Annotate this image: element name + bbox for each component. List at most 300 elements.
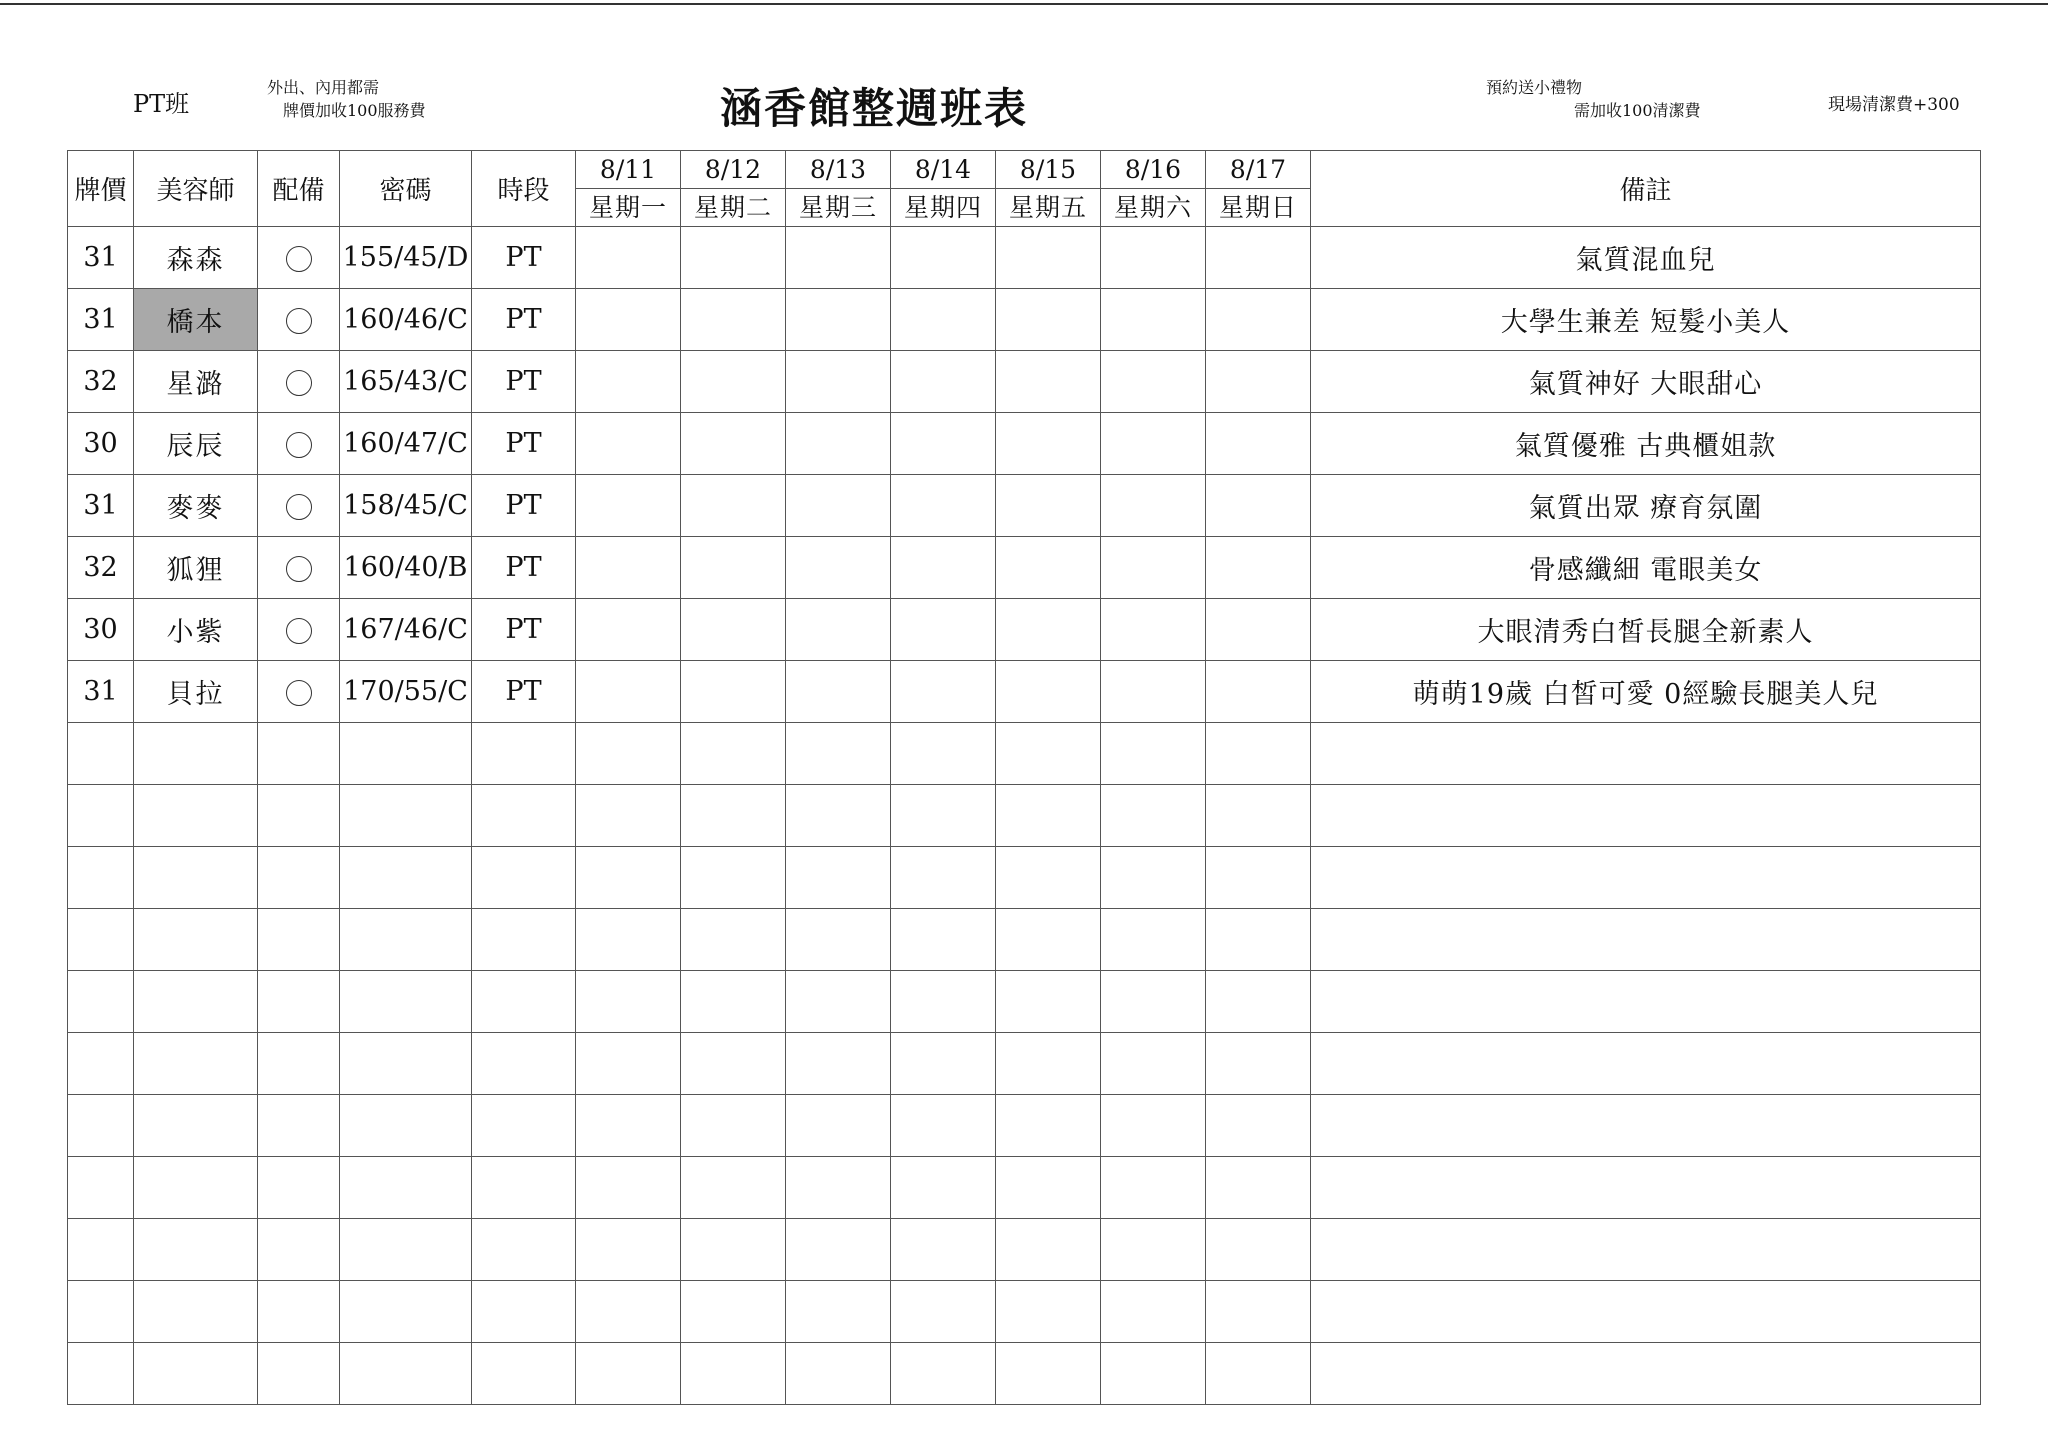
empty-cell bbox=[1101, 785, 1206, 847]
empty-cell bbox=[1311, 785, 1981, 847]
code-cell: 160/40/B bbox=[340, 537, 472, 599]
empty-cell bbox=[996, 1343, 1101, 1405]
price-cell: 31 bbox=[68, 289, 134, 351]
remark-cell: 大學生兼差 短髮小美人 bbox=[1311, 289, 1981, 351]
equip-cell bbox=[258, 475, 340, 537]
day-cell bbox=[576, 227, 681, 289]
empty-cell bbox=[1206, 847, 1311, 909]
slot-cell: PT bbox=[472, 413, 576, 475]
equip-cell bbox=[258, 351, 340, 413]
empty-cell bbox=[681, 1157, 786, 1219]
day-cell bbox=[681, 227, 786, 289]
code-cell: 155/45/D bbox=[340, 227, 472, 289]
empty-cell bbox=[891, 723, 996, 785]
schedule-table bbox=[67, 150, 1981, 1405]
empty-cell bbox=[472, 1219, 576, 1281]
empty-row bbox=[68, 785, 1981, 847]
empty-cell bbox=[134, 1157, 258, 1219]
day-cell bbox=[681, 475, 786, 537]
empty-cell bbox=[891, 847, 996, 909]
empty-cell bbox=[1206, 1219, 1311, 1281]
empty-cell bbox=[1206, 909, 1311, 971]
col-header-weekday: 星期二 bbox=[681, 189, 786, 227]
empty-cell bbox=[576, 1219, 681, 1281]
day-cell bbox=[576, 413, 681, 475]
day-cell bbox=[681, 537, 786, 599]
remark-cell: 大眼清秀白皙長腿全新素人 bbox=[1311, 599, 1981, 661]
slot-cell: PT bbox=[472, 537, 576, 599]
empty-row bbox=[68, 1219, 1981, 1281]
code-cell: 160/46/C bbox=[340, 289, 472, 351]
therapist-name-cell: 橋本 bbox=[134, 289, 258, 351]
code-cell: 167/46/C bbox=[340, 599, 472, 661]
empty-cell bbox=[340, 1343, 472, 1405]
empty-cell bbox=[891, 1343, 996, 1405]
empty-cell bbox=[68, 1281, 134, 1343]
empty-cell bbox=[1101, 723, 1206, 785]
day-cell bbox=[891, 227, 996, 289]
slot-cell: PT bbox=[472, 289, 576, 351]
day-cell bbox=[891, 475, 996, 537]
day-cell bbox=[1206, 475, 1311, 537]
empty-cell bbox=[681, 785, 786, 847]
empty-cell bbox=[68, 847, 134, 909]
day-cell bbox=[1101, 227, 1206, 289]
empty-cell bbox=[340, 723, 472, 785]
day-cell bbox=[891, 661, 996, 723]
empty-cell bbox=[681, 1219, 786, 1281]
empty-cell bbox=[340, 909, 472, 971]
col-header-price: 牌價 bbox=[68, 151, 134, 227]
empty-row bbox=[68, 847, 1981, 909]
empty-row bbox=[68, 1095, 1981, 1157]
day-cell bbox=[1101, 289, 1206, 351]
day-cell bbox=[576, 351, 681, 413]
schedule-body bbox=[68, 227, 1981, 1405]
empty-cell bbox=[996, 1157, 1101, 1219]
slot-cell: PT bbox=[472, 661, 576, 723]
empty-cell bbox=[786, 909, 891, 971]
col-header-date: 8/17 bbox=[1206, 151, 1311, 189]
empty-cell bbox=[996, 1095, 1101, 1157]
equip-cell bbox=[258, 537, 340, 599]
col-header-code: 密碼 bbox=[340, 151, 472, 227]
remark-cell: 氣質混血兒 bbox=[1311, 227, 1981, 289]
day-cell bbox=[786, 599, 891, 661]
day-cell bbox=[576, 661, 681, 723]
empty-cell bbox=[996, 1033, 1101, 1095]
circle-icon bbox=[286, 618, 312, 644]
table-row bbox=[68, 475, 1981, 537]
empty-cell bbox=[1101, 1095, 1206, 1157]
day-cell bbox=[786, 475, 891, 537]
empty-cell bbox=[996, 723, 1101, 785]
day-cell bbox=[1101, 661, 1206, 723]
day-cell bbox=[996, 351, 1101, 413]
day-cell bbox=[891, 289, 996, 351]
empty-cell bbox=[134, 785, 258, 847]
empty-row bbox=[68, 1281, 1981, 1343]
empty-cell bbox=[576, 1281, 681, 1343]
empty-cell bbox=[681, 723, 786, 785]
circle-icon bbox=[286, 680, 312, 706]
empty-cell bbox=[1101, 1157, 1206, 1219]
day-cell bbox=[681, 289, 786, 351]
empty-cell bbox=[1101, 847, 1206, 909]
empty-row bbox=[68, 1157, 1981, 1219]
top-rule bbox=[0, 3, 2048, 5]
day-cell bbox=[1206, 289, 1311, 351]
empty-cell bbox=[996, 785, 1101, 847]
empty-cell bbox=[1206, 1343, 1311, 1405]
empty-cell bbox=[576, 785, 681, 847]
day-cell bbox=[996, 599, 1101, 661]
empty-cell bbox=[472, 847, 576, 909]
day-cell bbox=[1101, 413, 1206, 475]
empty-cell bbox=[1101, 1033, 1206, 1095]
empty-cell bbox=[1311, 1157, 1981, 1219]
day-cell bbox=[681, 413, 786, 475]
day-cell bbox=[891, 351, 996, 413]
empty-cell bbox=[1206, 1157, 1311, 1219]
table-row bbox=[68, 599, 1981, 661]
empty-cell bbox=[1101, 909, 1206, 971]
empty-cell bbox=[681, 1343, 786, 1405]
remark-cell: 氣質神好 大眼甜心 bbox=[1311, 351, 1981, 413]
col-header-therapist: 美容師 bbox=[134, 151, 258, 227]
col-header-weekday: 星期四 bbox=[891, 189, 996, 227]
empty-cell bbox=[340, 971, 472, 1033]
day-cell bbox=[1101, 537, 1206, 599]
empty-cell bbox=[576, 1033, 681, 1095]
empty-cell bbox=[134, 1281, 258, 1343]
empty-cell bbox=[576, 1095, 681, 1157]
header-row-dates bbox=[68, 151, 1981, 189]
day-cell bbox=[576, 599, 681, 661]
col-header-slot: 時段 bbox=[472, 151, 576, 227]
empty-cell bbox=[786, 1219, 891, 1281]
empty-cell bbox=[891, 909, 996, 971]
empty-cell bbox=[996, 847, 1101, 909]
code-cell: 170/55/C bbox=[340, 661, 472, 723]
service-fee-note bbox=[267, 76, 426, 122]
empty-cell bbox=[891, 1281, 996, 1343]
empty-cell bbox=[1101, 1219, 1206, 1281]
therapist-name-cell: 森森 bbox=[134, 227, 258, 289]
day-cell bbox=[891, 599, 996, 661]
empty-cell bbox=[1311, 1033, 1981, 1095]
slot-cell: PT bbox=[472, 227, 576, 289]
empty-cell bbox=[576, 909, 681, 971]
day-cell bbox=[786, 413, 891, 475]
day-cell bbox=[996, 413, 1101, 475]
empty-cell bbox=[258, 847, 340, 909]
cleaning-fee-note: 現場清潔費+300 bbox=[1828, 95, 1960, 115]
therapist-name-cell: 星潞 bbox=[134, 351, 258, 413]
therapist-name-cell: 辰辰 bbox=[134, 413, 258, 475]
empty-cell bbox=[258, 1281, 340, 1343]
empty-cell bbox=[472, 1095, 576, 1157]
day-cell bbox=[891, 537, 996, 599]
empty-cell bbox=[134, 1343, 258, 1405]
day-cell bbox=[1101, 475, 1206, 537]
day-cell bbox=[996, 227, 1101, 289]
remark-cell: 氣質出眾 療育氛圍 bbox=[1311, 475, 1981, 537]
day-cell bbox=[1206, 599, 1311, 661]
empty-cell bbox=[1311, 909, 1981, 971]
empty-cell bbox=[134, 1219, 258, 1281]
empty-cell bbox=[681, 971, 786, 1033]
page-title: 涵香館整週班表 bbox=[720, 84, 1029, 133]
day-cell bbox=[1206, 661, 1311, 723]
empty-cell bbox=[996, 909, 1101, 971]
empty-cell bbox=[1311, 1343, 1981, 1405]
empty-cell bbox=[68, 1033, 134, 1095]
col-header-date: 8/15 bbox=[996, 151, 1101, 189]
therapist-name-cell: 小紫 bbox=[134, 599, 258, 661]
empty-cell bbox=[258, 971, 340, 1033]
empty-cell bbox=[681, 909, 786, 971]
empty-cell bbox=[891, 1095, 996, 1157]
slot-cell: PT bbox=[472, 599, 576, 661]
empty-cell bbox=[258, 1343, 340, 1405]
empty-cell bbox=[996, 1219, 1101, 1281]
empty-cell bbox=[340, 847, 472, 909]
day-cell bbox=[576, 475, 681, 537]
empty-cell bbox=[258, 1157, 340, 1219]
code-cell: 165/43/C bbox=[340, 351, 472, 413]
col-header-weekday: 星期日 bbox=[1206, 189, 1311, 227]
empty-cell bbox=[786, 1033, 891, 1095]
empty-row bbox=[68, 723, 1981, 785]
table-row bbox=[68, 537, 1981, 599]
empty-cell bbox=[68, 1219, 134, 1281]
price-cell: 30 bbox=[68, 413, 134, 475]
service-fee-note-line2: 牌價加收100服務費 bbox=[283, 101, 426, 120]
price-cell: 30 bbox=[68, 599, 134, 661]
day-cell bbox=[786, 661, 891, 723]
day-cell bbox=[996, 475, 1101, 537]
col-header-date: 8/14 bbox=[891, 151, 996, 189]
empty-cell bbox=[472, 971, 576, 1033]
day-cell bbox=[1101, 351, 1206, 413]
slot-cell: PT bbox=[472, 475, 576, 537]
empty-cell bbox=[1206, 1033, 1311, 1095]
table-row bbox=[68, 413, 1981, 475]
price-cell: 31 bbox=[68, 661, 134, 723]
remark-cell: 萌萌19歲 白皙可愛 0經驗長腿美人兒 bbox=[1311, 661, 1981, 723]
code-cell: 158/45/C bbox=[340, 475, 472, 537]
circle-icon bbox=[286, 246, 312, 272]
empty-row bbox=[68, 971, 1981, 1033]
day-cell bbox=[681, 599, 786, 661]
remark-cell: 氣質優雅 古典櫃姐款 bbox=[1311, 413, 1981, 475]
therapist-name-cell: 狐狸 bbox=[134, 537, 258, 599]
empty-cell bbox=[134, 1033, 258, 1095]
day-cell bbox=[891, 413, 996, 475]
empty-cell bbox=[786, 971, 891, 1033]
empty-cell bbox=[786, 785, 891, 847]
price-cell: 31 bbox=[68, 227, 134, 289]
gift-note-line1: 預約送小禮物 bbox=[1486, 78, 1583, 97]
empty-cell bbox=[472, 909, 576, 971]
empty-cell bbox=[68, 785, 134, 847]
empty-cell bbox=[786, 1343, 891, 1405]
empty-cell bbox=[1311, 971, 1981, 1033]
gift-note bbox=[1486, 76, 1701, 122]
empty-cell bbox=[996, 1281, 1101, 1343]
equip-cell bbox=[258, 227, 340, 289]
empty-cell bbox=[1311, 847, 1981, 909]
empty-cell bbox=[891, 971, 996, 1033]
equip-cell bbox=[258, 289, 340, 351]
equip-cell bbox=[258, 661, 340, 723]
therapist-name-cell: 麥麥 bbox=[134, 475, 258, 537]
empty-cell bbox=[786, 1095, 891, 1157]
table-row bbox=[68, 227, 1981, 289]
empty-cell bbox=[472, 1157, 576, 1219]
empty-cell bbox=[472, 1281, 576, 1343]
empty-cell bbox=[1311, 1219, 1981, 1281]
empty-cell bbox=[258, 723, 340, 785]
empty-cell bbox=[68, 723, 134, 785]
empty-cell bbox=[134, 723, 258, 785]
empty-cell bbox=[786, 1157, 891, 1219]
remark-cell: 骨感纖細 電眼美女 bbox=[1311, 537, 1981, 599]
empty-cell bbox=[472, 723, 576, 785]
empty-cell bbox=[1101, 1281, 1206, 1343]
empty-cell bbox=[1311, 1281, 1981, 1343]
empty-cell bbox=[891, 1033, 996, 1095]
col-header-weekday: 星期三 bbox=[786, 189, 891, 227]
price-cell: 32 bbox=[68, 537, 134, 599]
empty-cell bbox=[576, 723, 681, 785]
schedule-header bbox=[68, 151, 1981, 227]
day-cell bbox=[1206, 351, 1311, 413]
empty-cell bbox=[258, 909, 340, 971]
empty-cell bbox=[576, 1343, 681, 1405]
table-row bbox=[68, 289, 1981, 351]
col-header-date: 8/16 bbox=[1101, 151, 1206, 189]
day-cell bbox=[786, 351, 891, 413]
col-header-date: 8/12 bbox=[681, 151, 786, 189]
empty-row bbox=[68, 909, 1981, 971]
empty-cell bbox=[340, 1033, 472, 1095]
empty-cell bbox=[134, 847, 258, 909]
empty-cell bbox=[891, 1219, 996, 1281]
therapist-name-cell: 貝拉 bbox=[134, 661, 258, 723]
day-cell bbox=[1206, 413, 1311, 475]
empty-cell bbox=[786, 847, 891, 909]
day-cell bbox=[681, 661, 786, 723]
circle-icon bbox=[286, 494, 312, 520]
empty-cell bbox=[340, 1157, 472, 1219]
empty-cell bbox=[576, 971, 681, 1033]
day-cell bbox=[1206, 537, 1311, 599]
circle-icon bbox=[286, 432, 312, 458]
day-cell bbox=[576, 537, 681, 599]
empty-cell bbox=[681, 1095, 786, 1157]
empty-cell bbox=[996, 971, 1101, 1033]
empty-cell bbox=[134, 909, 258, 971]
empty-cell bbox=[134, 971, 258, 1033]
col-header-date: 8/11 bbox=[576, 151, 681, 189]
circle-icon bbox=[286, 308, 312, 334]
empty-row bbox=[68, 1033, 1981, 1095]
price-cell: 31 bbox=[68, 475, 134, 537]
empty-cell bbox=[258, 1095, 340, 1157]
col-header-equip: 配備 bbox=[258, 151, 340, 227]
empty-row bbox=[68, 1343, 1981, 1405]
empty-cell bbox=[340, 1095, 472, 1157]
empty-cell bbox=[472, 1343, 576, 1405]
empty-cell bbox=[576, 1157, 681, 1219]
empty-cell bbox=[68, 1157, 134, 1219]
empty-cell bbox=[68, 1095, 134, 1157]
day-cell bbox=[996, 537, 1101, 599]
empty-cell bbox=[891, 785, 996, 847]
empty-cell bbox=[1101, 1343, 1206, 1405]
day-cell bbox=[681, 351, 786, 413]
col-header-weekday: 星期五 bbox=[996, 189, 1101, 227]
empty-cell bbox=[1206, 971, 1311, 1033]
empty-cell bbox=[1311, 1095, 1981, 1157]
table-row bbox=[68, 661, 1981, 723]
empty-cell bbox=[472, 785, 576, 847]
table-row bbox=[68, 351, 1981, 413]
service-fee-note-line1: 外出、內用都需 bbox=[267, 78, 380, 97]
col-header-weekday: 星期六 bbox=[1101, 189, 1206, 227]
empty-cell bbox=[1311, 723, 1981, 785]
empty-cell bbox=[786, 1281, 891, 1343]
empty-cell bbox=[1206, 1281, 1311, 1343]
empty-cell bbox=[1206, 723, 1311, 785]
empty-cell bbox=[258, 1219, 340, 1281]
day-cell bbox=[786, 227, 891, 289]
slot-cell: PT bbox=[472, 351, 576, 413]
day-cell bbox=[996, 661, 1101, 723]
class-label: PT班 bbox=[133, 90, 190, 118]
circle-icon bbox=[286, 556, 312, 582]
empty-cell bbox=[1206, 1095, 1311, 1157]
empty-cell bbox=[681, 847, 786, 909]
col-header-remark: 備註 bbox=[1311, 151, 1981, 227]
empty-cell bbox=[891, 1157, 996, 1219]
empty-cell bbox=[340, 1281, 472, 1343]
empty-cell bbox=[786, 723, 891, 785]
equip-cell bbox=[258, 413, 340, 475]
empty-cell bbox=[68, 1343, 134, 1405]
day-cell bbox=[996, 289, 1101, 351]
day-cell bbox=[1206, 227, 1311, 289]
day-cell bbox=[1101, 599, 1206, 661]
empty-cell bbox=[472, 1033, 576, 1095]
col-header-weekday: 星期一 bbox=[576, 189, 681, 227]
circle-icon bbox=[286, 370, 312, 396]
code-cell: 160/47/C bbox=[340, 413, 472, 475]
empty-cell bbox=[1101, 971, 1206, 1033]
day-cell bbox=[786, 537, 891, 599]
empty-cell bbox=[340, 785, 472, 847]
equip-cell bbox=[258, 599, 340, 661]
empty-cell bbox=[68, 909, 134, 971]
empty-cell bbox=[340, 1219, 472, 1281]
empty-cell bbox=[681, 1033, 786, 1095]
day-cell bbox=[786, 289, 891, 351]
empty-cell bbox=[576, 847, 681, 909]
price-cell: 32 bbox=[68, 351, 134, 413]
empty-cell bbox=[258, 1033, 340, 1095]
